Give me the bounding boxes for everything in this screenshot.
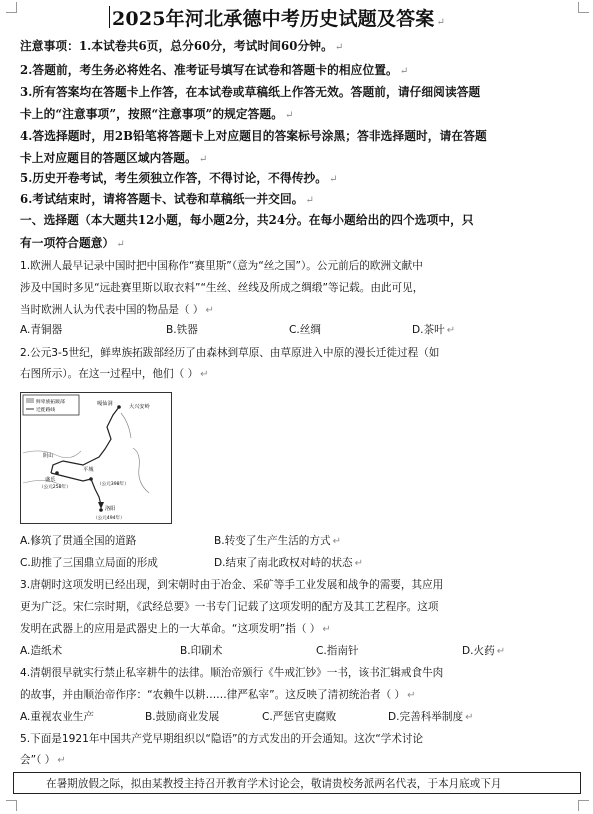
crop-mark-bottom-left xyxy=(6,800,17,811)
note-line-2: 2.答题前，考生务必将姓名、准考证号填写在试卷和答题卡的相应位置。 ↵ xyxy=(20,63,409,77)
place-label-daxinganling: 大兴安岭 xyxy=(129,404,150,410)
q2-option-b[interactable]: B.转变了生产生活的方式 ↵ xyxy=(214,535,341,547)
q4-line-2: 的故事，并由顺治帝作序：“农赖牛以耕……律严私宰”。这反映了清初统治者（ ） ↵ xyxy=(20,689,416,701)
q1-line-2: 涉及中国时多见“远赴赛里斯以取衣料”“生丝、丝线及所成之绸缎”等记载。由此可见， xyxy=(20,282,424,294)
q4-option-d[interactable]: D.完善科举制度 ↵ xyxy=(388,711,474,723)
crop-mark-top-right xyxy=(578,2,589,13)
section-heading-cont: 有一项符合题意） ↵ xyxy=(20,236,125,250)
q2-option-a[interactable]: A.修筑了贯通全国的道路 xyxy=(20,535,137,547)
q1-line-3: 当时欧洲人认为代表中国的物品是（ ） ↵ xyxy=(20,304,214,316)
q3-line-1: 3.唐朝时这项发明已经出现，到宋朝时由于冶金、采矿等手工业发展和战争的需要，其应用 xyxy=(20,579,444,591)
place-year-luoyang: （公元494年） xyxy=(93,516,125,521)
legend-tribe-label: 鲜卑族拓跋部 xyxy=(36,400,65,405)
q3-option-a[interactable]: A.造纸术 xyxy=(20,645,63,657)
q4-option-b[interactable]: B.鼓励商业发展 xyxy=(145,711,220,723)
migration-map-svg xyxy=(21,393,171,523)
q4-option-a[interactable]: A.重视农业生产 xyxy=(20,711,94,723)
q2-line-1: 2.公元3-5世纪，鲜卑族拓跋部经历了由森林到草原、由草原进入中原的漫长迁徙过程（如 xyxy=(20,347,440,359)
place-label-luoyang: 洛阳 xyxy=(105,506,116,512)
legend-route-label: 迁徙路线 xyxy=(36,408,56,413)
q3-option-c[interactable]: C.指南针 xyxy=(316,645,359,657)
text-cursor xyxy=(109,6,110,28)
q3-line-2: 更为广泛。宋仁宗时期，《武经总要》一书专门记载了这项发明的配方及其工艺程序。这项 xyxy=(20,601,439,613)
place-label-yinshan: 阴山 xyxy=(43,453,54,459)
meeting-notice-box xyxy=(13,772,581,794)
place-dot-gaxiandong xyxy=(117,405,121,409)
q2-option-d[interactable]: D.结束了南北政权对峙的状态 ↵ xyxy=(214,557,364,569)
q1-option-a[interactable]: A.青铜器 xyxy=(20,324,63,336)
migration-route xyxy=(51,407,119,473)
migration-map xyxy=(20,392,172,524)
place-dot-luoyang xyxy=(99,508,103,512)
q3-line-3: 发明在武器上的应用是武器史上的一大革命。“这项发明”指（ ） ↵ xyxy=(20,623,331,635)
q3-option-d[interactable]: D.火药 ↵ xyxy=(462,645,506,657)
note-line-4: 卡上的“注意事项”，按照“注意事项”的规定答题。 ↵ xyxy=(20,107,294,121)
q5-line-1: 5.下面是1921年中国共产党早期组织以“隐语”的方式发出的开会通知。这次“学术讨论 xyxy=(20,733,424,745)
q4-line-1: 4.清朝很早就实行禁止私宰耕牛的法律。顺治帝颁行《牛戒汇钞》一书，该书汇辑戒食牛肉 xyxy=(20,667,444,679)
place-year-pingcheng: （公元398年） xyxy=(97,482,129,487)
q4-option-c[interactable]: C.严惩官吏腐败 xyxy=(262,711,337,723)
document-title: 2025年河北承德中考历史试题及答案 ↵ xyxy=(112,8,446,30)
note-line-8: 6.考试结束时，请将答题卡、试卷和草稿纸一并交回。 ↵ xyxy=(20,192,314,206)
place-dot-shengle xyxy=(55,471,59,475)
legend-swatch-tribe xyxy=(26,398,34,403)
place-dot-pingcheng xyxy=(89,477,93,481)
crop-mark-bottom-right xyxy=(578,800,589,811)
note-line-1: 注意事项：1.本试卷共6页，总分60分，考试时间60分钟。 ↵ xyxy=(20,39,344,53)
mountain-range-line xyxy=(133,448,149,493)
q1-option-b[interactable]: B.铁器 xyxy=(166,324,198,336)
q3-option-b[interactable]: B.印刷术 xyxy=(180,645,223,657)
place-label-shengle: 盛乐 xyxy=(45,477,56,483)
q1-option-c[interactable]: C.丝绸 xyxy=(289,324,321,336)
q2-option-c[interactable]: C.助推了三国鼎立局面的形成 xyxy=(20,557,158,569)
q1-line-1: 1.欧洲人最早记录中国时把中国称作“赛里斯”（意为“丝之国”）。公元前后的欧洲文献中 xyxy=(20,260,423,272)
note-line-6: 卡上对应题目的答题区域内答题。 ↵ xyxy=(20,151,208,165)
route-arrowhead xyxy=(98,502,104,509)
note-line-3: 3.所有答案均在答题卡上作答，在本试卷或草稿纸上作答无效。答题前，请仔细阅读答题 xyxy=(20,85,481,99)
section-heading: 一、选择题（本大题共12小题，每小题2分，共24分。在每小题给出的四个选项中，只 xyxy=(20,213,474,227)
q5-line-2: 会”（ ） ↵ xyxy=(20,754,66,766)
note-line-5: 4.答选择题时，用2B铅笔将答题卡上对应题目的答案标号涂黑；答非选择题时，请在答题 xyxy=(20,129,487,143)
meeting-notice-text: 在暑期放假之际，拟由某教授主持召开教育学术讨论会，敬请贵校务派两名代表，于本月底或下月 xyxy=(46,778,502,790)
q2-line-2: 右图所示）。在这一过程中，他们（ ） ↵ xyxy=(20,368,209,380)
place-label-pingcheng: 平城 xyxy=(83,467,94,473)
place-label-gaxiandong: 嘎仙洞 xyxy=(97,401,113,407)
q1-option-d[interactable]: D.茶叶 ↵ xyxy=(412,324,456,336)
crop-mark-top-left xyxy=(6,2,17,13)
note-line-7: 5.历史开卷考试，考生须独立作答，不得讨论，不得传抄。 ↵ xyxy=(20,171,338,185)
place-year-shengle: （公元258年） xyxy=(39,485,71,490)
mountain-range-line xyxy=(121,413,131,438)
